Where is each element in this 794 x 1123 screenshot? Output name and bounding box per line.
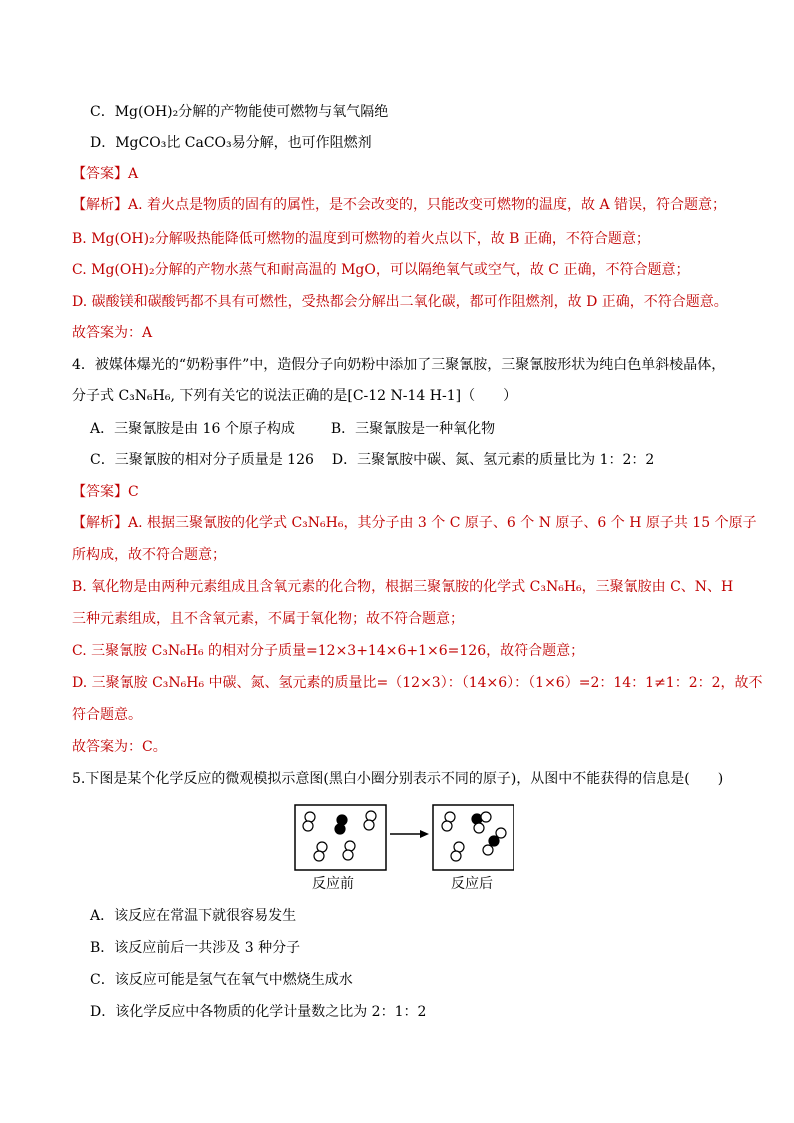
arrow-head-icon bbox=[420, 830, 429, 838]
white-atom bbox=[474, 823, 484, 833]
black-atom bbox=[489, 836, 499, 846]
q4-option-c: C．三聚氰胺的相对分子质量是 126 bbox=[90, 452, 314, 468]
q3-conclusion: 故答案为：A bbox=[72, 325, 153, 341]
q4-options-row-1 bbox=[90, 419, 734, 439]
q3-analysis-line-3: C. Mg(OH)₂分解的产物水蒸气和耐高温的 MgO，可以隔绝氧气或空气，故 C 正确，不符合题意； bbox=[72, 262, 690, 278]
q5-stem: 5.下图是某个化学反应的微观模拟示意图(黑白小圈分别表示不同的原子)，从图中不能获得的信息是( ) bbox=[72, 771, 724, 787]
q5-option-c: C．该反应可能是氢气在氧气中燃烧生成水 bbox=[90, 972, 353, 988]
q3-option-c: C．Mg(OH)₂分解的产物能使可燃物与氧气隔绝 bbox=[90, 104, 389, 120]
white-atom bbox=[303, 821, 313, 831]
q4-answer: 【答案】C bbox=[72, 484, 139, 500]
q5-option-b: B．该反应前后一共涉及 3 种分子 bbox=[90, 940, 301, 956]
caption-before: 反应前 bbox=[312, 876, 354, 892]
q3-analysis-line-4: D. 碳酸镁和碳酸钙都不具有可燃性，受热都会分解出二氧化碳，都可作阻燃剂，故 D 正确，不符合题意。 bbox=[72, 294, 728, 310]
q4-analysis-line-1: 【解析】A. 根据三聚氰胺的化学式 C₃N₆H₆，其分子由 3 个 C 原子、6 个 N 原子、6 个 H 原子共 15 个原子 bbox=[72, 515, 757, 531]
white-atom bbox=[481, 812, 491, 822]
q4-stem-line-1: 4．被媒体爆光的“奶粉事件”中，造假分子向奶粉中添加了三聚氰胺，三聚氰胺形状为纯白色单斜棱晶体， bbox=[72, 357, 726, 373]
q3-answer: 【答案】A bbox=[72, 166, 139, 182]
black-atom bbox=[335, 824, 345, 834]
q4-analysis-line-5: C. 三聚氰胺 C₃N₆H₆ 的相对分子质量=12×3+14×6+1×6=126，故符合题意； bbox=[72, 643, 585, 659]
black-atom bbox=[472, 814, 482, 824]
black-atom bbox=[337, 815, 347, 825]
q4-conclusion: 故答案为：C。 bbox=[72, 739, 167, 755]
q4-analysis-line-6: D. 三聚氰胺 C₃N₆H₆ 中碳、氮、氢元素的质量比=（12×3）：（14×6）：（1×6）=2：14：1≠1：2：2，故不 bbox=[72, 675, 763, 691]
white-atom bbox=[345, 841, 355, 851]
white-atom bbox=[314, 851, 324, 861]
q4-option-a: A．三聚氰胺是由 16 个原子构成 bbox=[90, 421, 295, 437]
white-atom bbox=[366, 811, 376, 821]
white-atom bbox=[442, 821, 452, 831]
q4-option-b: B．三聚氰胺是一种氧化物 bbox=[330, 421, 496, 437]
reaction-diagram-svg bbox=[294, 804, 514, 874]
q3-analysis-line-2: B. Mg(OH)₂分解吸热能降低可燃物的温度到可燃物的着火点以下，故 B 正确，不符合题意； bbox=[72, 231, 650, 247]
white-atom bbox=[364, 820, 374, 830]
q4-analysis-line-4: 三种元素组成，且不含氧元素，不属于氧化物；故不符合题意； bbox=[72, 611, 464, 627]
q3-option-d: D．MgCO₃比 CaCO₃易分解，也可作阻燃剂 bbox=[90, 135, 372, 151]
q3-analysis-line-1: 【解析】A. 着火点是物质的固有的属性，是不会改变的，只能改变可燃物的温度，故 A 错误，符合题意； bbox=[72, 197, 727, 213]
white-atom bbox=[496, 828, 506, 838]
q5-option-d: D．该化学反应中各物质的化学计量数之比为 2：1：2 bbox=[90, 1004, 427, 1020]
q4-options-row-2 bbox=[90, 450, 734, 470]
white-atom bbox=[483, 845, 493, 855]
q4-analysis-line-2: 所构成，故不符合题意； bbox=[72, 547, 226, 563]
white-atom bbox=[343, 850, 353, 860]
reaction-diagram bbox=[294, 804, 514, 896]
q4-option-d: D．三聚氰胺中碳、氮、氢元素的质量比为 1：2：2 bbox=[331, 452, 655, 468]
caption-after: 反应后 bbox=[451, 876, 493, 892]
white-atom bbox=[451, 851, 461, 861]
white-atom bbox=[305, 812, 315, 822]
q4-stem-line-2: 分子式 C₃N₆H₆, 下列有关它的说法正确的是[C-12 N-14 H-1]（ ） bbox=[72, 388, 518, 404]
q5-option-a: A．该反应在常温下就很容易发生 bbox=[90, 908, 297, 924]
q4-analysis-line-3: B. 氧化物是由两种元素组成且含氧元素的化合物，根据三聚氰胺的化学式 C₃N₆H₆，三聚氰胺由 C、N、H bbox=[72, 579, 734, 595]
q4-analysis-line-7: 符合题意。 bbox=[72, 707, 142, 723]
